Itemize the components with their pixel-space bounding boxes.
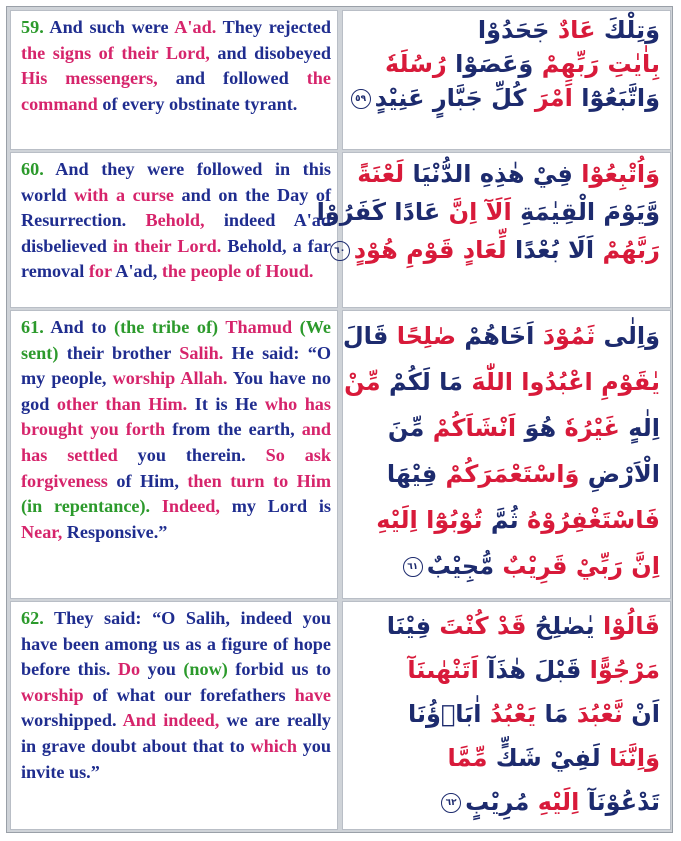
translation-segment: And they were followed in this world: [21, 159, 331, 205]
translation-segment: Salih.: [179, 342, 224, 363]
arabic-segment: اَلَآ اِنَّ: [440, 198, 512, 226]
arabic-segment: جَحَدُوْا: [477, 16, 558, 44]
arabic-segment: قَوْمِ هُوْدٍ: [353, 236, 463, 264]
translation-segment: And to: [43, 317, 115, 337]
arabic-line: [351, 604, 660, 648]
translation-segment: their brother: [58, 342, 180, 363]
verse-number: 59.: [21, 17, 44, 37]
translation-segment: Indeed,: [150, 496, 220, 517]
arabic-segment: يَعْبُدُ: [489, 700, 537, 728]
arabic-segment: يٰصٰلِحُ: [526, 612, 595, 640]
arabic-line: [351, 451, 660, 497]
verse-row-60: [10, 152, 671, 308]
verse-row-62: [10, 601, 671, 830]
arabic-segment: اِنَّ رَبِّيْ: [567, 552, 660, 580]
translation-segment: you therein.: [117, 444, 266, 465]
arabic-line: [351, 543, 660, 589]
arabic-segment: لَفِيْ شَكٍّ: [487, 744, 601, 772]
translation-segment: then turn to Him: [187, 470, 331, 491]
english-cell: [10, 310, 338, 599]
arabic-text: [342, 313, 660, 589]
arabic-segment: صٰلِحًا: [396, 322, 457, 350]
english-translation: [21, 315, 331, 545]
translation-segment: my Lord is: [219, 496, 331, 517]
arabic-segment: مُّجِيْبٌ: [426, 552, 503, 580]
arabic-segment: وَاتَّبَعُوْٓا: [572, 84, 660, 112]
arabic-segment: وَاِلٰى: [595, 322, 660, 350]
arabic-segment: اَنْ: [622, 700, 660, 728]
arabic-segment: وَاسْتَعْمَرَكُمْ: [445, 460, 580, 488]
translation-segment: and followed: [157, 68, 307, 89]
translation-segment: His messengers,: [21, 68, 158, 89]
translation-segment: It is He: [187, 393, 265, 414]
ayah-end-marker: ٦١: [403, 557, 423, 577]
translation-segment: forbid us to: [227, 659, 331, 680]
arabic-segment: تُوْبُوْٓا اِلَيْهِ: [376, 506, 483, 534]
translation-segment: (We sent): [21, 317, 331, 363]
translation-segment: (in repentance).: [21, 496, 151, 517]
arabic-segment: فِيْهَا: [386, 460, 446, 488]
translation-segment: the command: [21, 68, 331, 114]
arabic-line: [351, 780, 660, 824]
translation-segment: They rejected: [216, 17, 331, 37]
translation-segment: with a curse: [74, 184, 174, 205]
arabic-segment: وَاُتْبِعُوْا: [572, 160, 660, 188]
arabic-segment: اَنْشَاَكُمْ: [432, 414, 517, 442]
arabic-line: [351, 497, 660, 543]
translation-segment: indeed A'ad disbelieved: [21, 210, 332, 256]
english-translation: [21, 606, 331, 785]
english-translation: [21, 15, 331, 117]
arabic-line: [351, 13, 660, 47]
translation-segment: which: [250, 735, 297, 756]
arabic-line: [342, 313, 660, 359]
translation-segment: Thamud: [218, 317, 300, 337]
translation-segment: from the earth,: [165, 419, 302, 440]
arabic-segment: نَّعْبُدَ: [576, 700, 623, 728]
english-translation: [21, 157, 331, 285]
arabic-segment: قَدْ كُنْتَ: [439, 612, 527, 640]
translation-segment: worshipped.: [21, 710, 123, 731]
arabic-segment: غَيْرُهٗ: [564, 414, 620, 442]
arabic-segment: مَا: [536, 700, 577, 728]
arabic-text: [316, 155, 660, 269]
translation-segment: of every obstinate tyrant.: [97, 93, 298, 114]
arabic-cell: [342, 10, 671, 150]
translation-segment: (now): [183, 659, 228, 680]
ayah-end-marker: ٦٠: [330, 241, 350, 261]
translation-segment: (the tribe of): [114, 317, 219, 337]
arabic-segment: عَادًا: [394, 198, 441, 226]
arabic-segment: اٰبَاۤؤُنَا: [407, 700, 490, 728]
arabic-segment: لَعْنَةً: [357, 160, 405, 188]
arabic-line: [351, 648, 660, 692]
verse-number: 61.: [21, 317, 44, 337]
verse-number: 62.: [21, 608, 44, 628]
arabic-segment: وَاِنَّنَا: [600, 744, 660, 772]
arabic-line: [334, 231, 660, 269]
arabic-line: [351, 405, 660, 451]
translation-segment: the people of Houd.: [161, 261, 314, 282]
ayah-end-marker: ٦٢: [441, 793, 461, 813]
arabic-segment: فَاسْتَغْفِرُوْهُ: [527, 506, 660, 534]
translation-segment: Near,: [21, 521, 63, 542]
arabic-segment: الْاَرْضِ: [579, 460, 660, 488]
translation-segment: And indeed,: [122, 710, 220, 731]
arabic-segment: اِلٰهٍ: [619, 414, 660, 442]
arabic-segment: اَخَاهُمْ: [456, 322, 543, 350]
verse-number: 60.: [21, 159, 44, 179]
arabic-segment: كُلِّ جَبَّارٍ عَنِيْدٍ: [374, 84, 535, 112]
arabic-segment: فِيْ هٰذِهِ الدُّنْيَا: [404, 160, 573, 188]
arabic-segment: اَمْرَ: [534, 84, 573, 112]
arabic-segment: اَتَنْهٰىنَآ: [407, 656, 479, 684]
arabic-segment: مِّنْ: [344, 368, 381, 396]
arabic-segment: وَتِلْكَ: [595, 16, 660, 44]
translation-segment: Behold,: [145, 210, 205, 231]
translation-segment: other than Him.: [56, 393, 188, 414]
arabic-segment: ثُمَّ: [482, 506, 528, 534]
translation-segment: of Him,: [107, 470, 188, 491]
arabic-cell: [342, 310, 671, 599]
arabic-line: [351, 47, 660, 81]
arabic-segment: هُوَ: [516, 414, 565, 442]
english-cell: [10, 601, 338, 830]
translation-segment: Do: [117, 659, 141, 680]
arabic-line: [316, 193, 660, 231]
arabic-segment: فِيْنَا: [386, 612, 440, 640]
translation-segment: you: [140, 659, 184, 680]
translation-segment: worship: [21, 684, 84, 705]
translation-segment: you invite us.”: [21, 735, 331, 782]
arabic-segment: لِّعَادٍ: [462, 236, 507, 264]
arabic-segment: كَفَرُوْا: [316, 198, 395, 226]
arabic-cell: [342, 601, 671, 830]
ayah-end-marker: ٥٩: [351, 89, 371, 109]
arabic-segment: مَا لَكُمْ: [380, 368, 472, 396]
arabic-segment: مَرْجُوًّا: [589, 656, 660, 684]
arabic-segment: تَدْعُوْنَآ: [579, 788, 660, 816]
translation-segment: So ask forgiveness: [21, 444, 331, 491]
translation-segment: in their Lord.: [112, 235, 222, 256]
arabic-segment: قَبْلَ هٰذَآ: [478, 656, 590, 684]
arabic-segment: اِلَيْهِ: [537, 788, 580, 816]
arabic-text: [351, 13, 660, 115]
translation-segment: the signs of their Lord,: [21, 42, 210, 63]
translation-segment: They said: “O Salih, indeed you have been among us as a figure of hope before this.: [21, 608, 331, 680]
arabic-cell: [316, 152, 671, 308]
verse-row-61: [10, 310, 671, 599]
translation-segment: You have no god: [21, 368, 331, 414]
translation-segment: for: [88, 261, 112, 282]
arabic-line: [351, 155, 660, 193]
arabic-segment: قَالُوْا: [594, 612, 660, 640]
translation-segment: and has settled: [21, 419, 332, 465]
arabic-segment: ثَمُوْدَ: [542, 322, 596, 350]
arabic-segment: يٰقَوْمِ اعْبُدُوا اللّٰهَ: [471, 368, 660, 396]
arabic-segment: وَعَصَوْا: [446, 50, 542, 78]
arabic-segment: بِاٰيٰتِ رَبِّهِمْ: [541, 50, 660, 78]
verse-table: [6, 6, 673, 833]
english-cell: [10, 152, 338, 308]
arabic-segment: قَرِيْبٌ: [502, 552, 568, 580]
arabic-line: [351, 81, 660, 115]
arabic-segment: قَالَ: [342, 322, 397, 350]
arabic-segment: اَلَا بُعْدًا: [506, 236, 603, 264]
arabic-segment: مِّمَّا: [447, 744, 488, 772]
translation-segment: and disobeyed: [209, 42, 331, 63]
arabic-text: [351, 604, 660, 824]
arabic-line: [344, 359, 660, 405]
arabic-segment: رَبَّهُمْ: [602, 236, 660, 264]
verse-row-59: [10, 10, 671, 150]
translation-segment: worship Allah.: [112, 368, 228, 389]
translation-segment: And such were: [43, 17, 175, 37]
arabic-segment: وَّيَوْمَ الْقِيٰمَةِ: [511, 198, 660, 226]
translation-segment: who has brought you forth: [21, 393, 331, 440]
translation-segment: have: [294, 684, 331, 705]
translation-segment: He said: “O my people,: [21, 342, 331, 389]
translation-segment: A'ad.: [174, 17, 217, 37]
translation-segment: and on the Day of Resurrection.: [21, 184, 332, 231]
arabic-segment: عَادٌ: [557, 16, 596, 44]
arabic-segment: رُسُلَهٗ: [384, 50, 447, 78]
arabic-line: [351, 736, 660, 780]
translation-segment: A'ad,: [111, 261, 162, 282]
translation-segment: we are really in grave doubt about that to: [21, 710, 331, 756]
translation-segment: Behold, a far removal: [21, 235, 331, 282]
translation-segment: Responsive.”: [62, 521, 168, 542]
arabic-segment: مِّنَ: [387, 414, 433, 442]
english-cell: [10, 10, 338, 150]
translation-segment: of what our forefathers: [83, 684, 295, 705]
arabic-segment: مُرِيْبٍ: [465, 788, 538, 816]
arabic-line: [351, 692, 660, 736]
